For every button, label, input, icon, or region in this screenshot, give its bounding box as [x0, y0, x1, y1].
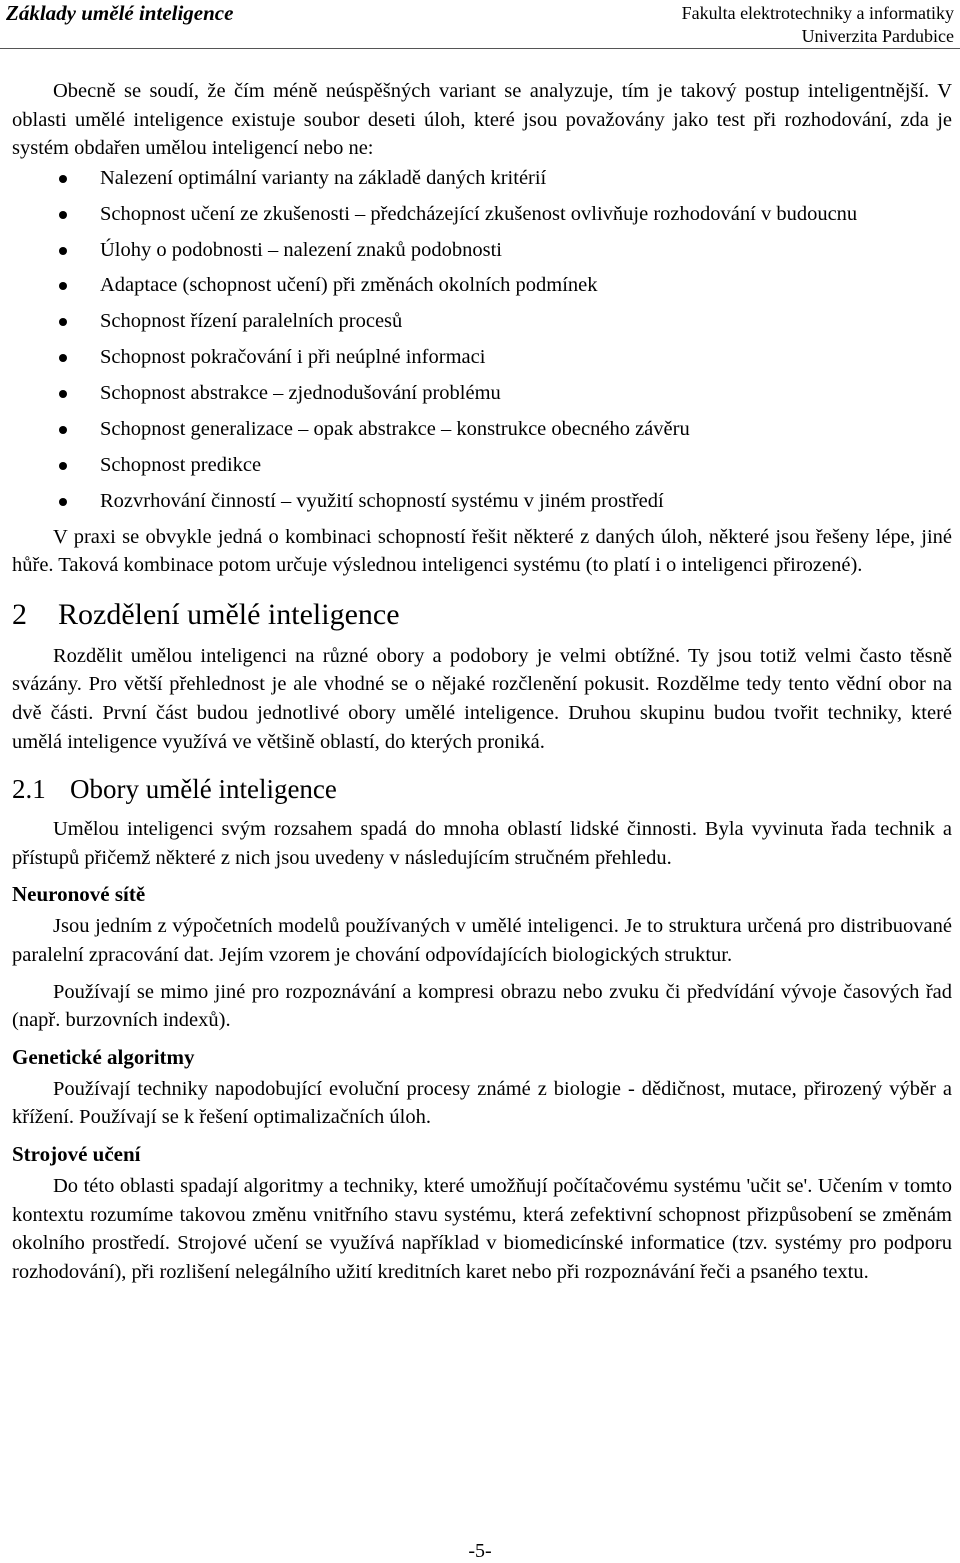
list-item: Adaptace (schopnost učení) při změnách okolních podmínek: [12, 271, 952, 300]
bullet-icon: [59, 282, 67, 290]
subsection-heading: [12, 773, 952, 806]
list-item: Schopnost učení ze zkušenosti – předcházející zkušenost ovlivňuje rozhodování v budoucnu: [12, 200, 952, 229]
section-number: 2: [12, 597, 27, 631]
page-body: [12, 77, 952, 1286]
bullet-icon: [59, 498, 67, 506]
page-number: -5-: [468, 1540, 492, 1562]
bullet-icon: [59, 247, 67, 255]
bullet-icon: [59, 175, 67, 183]
section-paragraph: Rozdělit umělou inteligenci na různé obory a podobory je velmi obtížné. Ty jsou totiž velmi často těsně svázány. Pro větší přehlednost je ale vhodné se o nějaké rozčlenění pokusit. Rozdělme tedy tento vědní obor na dvě části. První část budou jednotlivé obory umělé inteligence. Druhou skupinu budou tvořit techniky, které umělá inteligence využívá ve většině oblastí, do kterých proniká.: [12, 644, 952, 753]
genetic-paragraph: Používají techniky napodobující evoluční procesy známé z biologie - dědičnost, mutace, přirozený výběr a křížení. Používají se k řešení optimalizačních úloh.: [12, 1077, 952, 1129]
bullet-icon: [59, 462, 67, 470]
neural-paragraph-1: Jsou jedním z výpočetních modelů používaných v umělé inteligenci. Je to struktura určená pro distribuované paralelní zpracování dat. Jejím vzorem je chování odpovídajících biologických struktur.: [12, 915, 952, 967]
faculty-name: Fakulta elektrotechniky a informatiky: [681, 3, 954, 23]
topic-heading-machine-learning: Strojové učení: [12, 1142, 141, 1166]
bullet-icon: [59, 318, 67, 326]
list-item: Schopnost řízení paralelních procesů: [12, 307, 952, 336]
bullet-icon: [59, 426, 67, 434]
document-title: Základy umělé inteligence: [6, 1, 234, 25]
topic-heading-neural-networks: Neuronové sítě: [12, 882, 146, 907]
list-item: Schopnost predikce: [12, 451, 952, 480]
institution: [682, 2, 954, 48]
header-divider: [0, 48, 960, 49]
section-heading: [12, 597, 952, 633]
list-item: Schopnost abstrakce – zjednodušování problému: [12, 379, 952, 408]
bullet-icon: [59, 354, 67, 362]
list-item: Úlohy o podobnosti – nalezení znaků podobnosti: [12, 236, 952, 265]
subsection-number: 2.1: [12, 774, 46, 805]
university-name: Univerzita Pardubice: [801, 26, 954, 46]
spacer: [12, 970, 952, 978]
neural-paragraph-2: Používají se mimo jiné pro rozpoznávání a kompresi obrazu nebo zvuku či předvídání vývoje časových řad (např. burzovních indexů).: [12, 980, 952, 1032]
topic-heading-genetic-algorithms: Genetické algoritmy: [12, 1044, 195, 1069]
ml-paragraph: Do této oblasti spadají algoritmy a techniky, které umožňují počítačovému systému 'učit se'. Učením v tomto kontextu rozumíme takovou změnu vnitřního stavu systému, která zefektivní schopnost přizpůsobení se změnám okolního prostředí. Strojové učení se využívá například v biomedicínské informatice (tzv. systémy pro podporu rozhodování), při rozlišení nelegálního užití kreditních karet nebo při rozpoznávání řeči a psaného textu.: [12, 1175, 952, 1283]
list-item: Schopnost pokračování i při neúplné informaci: [12, 343, 952, 372]
bullet-icon: [59, 390, 67, 398]
list-item: Schopnost generalizace – opak abstrakce – konstrukce obecného závěru: [12, 415, 952, 444]
bullet-icon: [59, 211, 67, 219]
running-header: [0, 0, 960, 50]
section-title: Rozdělení umělé inteligence: [58, 597, 400, 631]
subsection-title: Obory umělé inteligence: [70, 774, 337, 805]
list-item: Rozvrhování činností – využití schopností systému v jiném prostředí: [12, 487, 952, 516]
ai-tasks-list: [12, 164, 952, 516]
practice-paragraph: V praxi se obvykle jedná o kombinaci schopností řešit některé z daných úloh, některé jsou řešeny lépe, jiné hůře. Taková kombinace potom určuje výslednou inteligenci systému (to platí i o inteligenci přirozené).: [12, 525, 952, 577]
intro-paragraph: Obecně se soudí, že čím méně neúspěšných variant se analyzuje, tím je takový postup inteligentnější. V oblasti umělé inteligence existuje soubor deseti úloh, které jsou považovány jako test při rozhodování, zda je systém obdařen umělou inteligencí nebo ne:: [12, 80, 952, 160]
list-item: Nalezení optimální varianty na základě daných kritérií: [12, 164, 952, 193]
subsection-paragraph: Umělou inteligenci svým rozsahem spadá do mnoha oblastí lidské činnosti. Byla vyvinuta řada technik a přístupů přičemž některé z nich jsou uvedeny v následujícím stručném přehledu.: [12, 818, 952, 869]
